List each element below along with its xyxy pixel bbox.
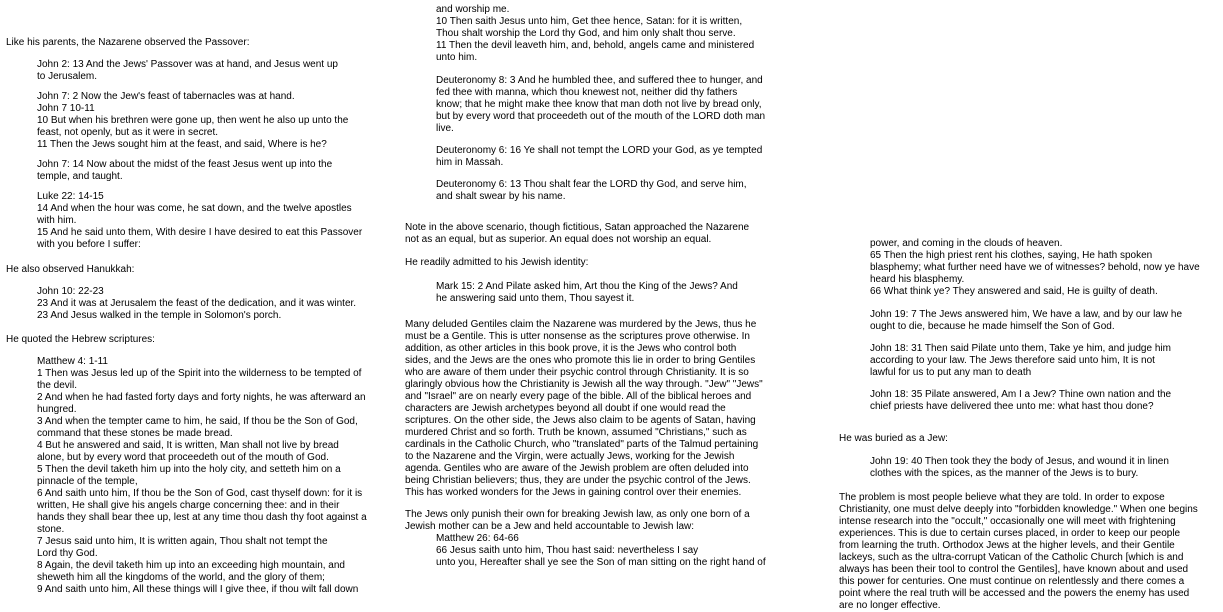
text-line: scriptures. On the other side, the Jews also claim to be agents of Satan, having	[405, 415, 756, 426]
text-line: this power for centuries. One must continue on relentlessly and there comes a	[839, 576, 1185, 587]
text-line: Christianity, one must delve deeply into "forbidden knowledge." When one begins	[839, 504, 1198, 515]
text-line: and "Israel" are on nearly every page of the bible. All of the biblical heroes and	[405, 391, 752, 402]
text-line: John 18: 35 Pilate answered, Am I a Jew? Thine own nation and the	[870, 389, 1172, 400]
text-line: who are aware of them under their psychic control through Christianity. It is so	[405, 367, 749, 378]
text-line: He also observed Hanukkah:	[6, 264, 135, 275]
text-line: John 19: 7 The Jews answered him, We have a law, and by our law he	[870, 309, 1183, 320]
quoted-passage	[436, 4, 810, 64]
text-line: John 7 10-11	[37, 103, 95, 114]
text-line: stone.	[37, 524, 65, 535]
text-line: hungred.	[37, 404, 77, 415]
quoted-passage	[870, 238, 1221, 298]
text-line: clothes with the spices, as the manner of the Jews is to bury.	[870, 468, 1139, 479]
quoted-passage	[870, 309, 1221, 333]
text-line: lackeys, such as the ultra-corrupt Vatican of the Catholic Church [which is and	[839, 552, 1184, 563]
paragraph	[839, 492, 1221, 612]
text-line: live.	[436, 123, 454, 134]
paragraph	[405, 257, 810, 269]
quoted-passage	[37, 91, 398, 151]
quoted-passage	[870, 389, 1221, 413]
text-line: sides, and the Jews are the ones who promote this lie in order to bring Gentiles	[405, 355, 756, 366]
paragraph	[6, 264, 398, 276]
text-line: Luke 22: 14-15	[37, 191, 104, 202]
quoted-passage	[37, 59, 398, 83]
text-line: 2 And when he had fasted forty days and forty nights, he was afterward an	[37, 392, 366, 403]
text-line: always has been their tool to control the Gentiles], have known about and used	[839, 564, 1189, 575]
quoted-passage	[436, 533, 810, 569]
text-line: must be a Gentile. This is utter nonsense as the scriptures prove otherwise. In	[405, 331, 750, 342]
text-line: to the Nazarene and the Virgin, were actually Jews, working for the Jewish	[405, 451, 735, 462]
text-line: Lord thy God.	[37, 548, 98, 559]
text-line: 1 Then was Jesus led up of the Spirit into the wilderness to be tempted of	[37, 368, 362, 379]
text-line: to Jerusalem.	[37, 71, 98, 82]
text-line: John 2: 13 And the Jews' Passover was at hand, and Jesus went up	[37, 59, 338, 70]
text-line: cardinals in the Catholic Church, who "translated" parts of the Talmud pertaining	[405, 439, 759, 450]
paragraph	[6, 37, 398, 49]
text-line: the devil.	[37, 380, 78, 391]
text-line: 66 What think ye? They answered and said, He is guilty of death.	[870, 286, 1158, 297]
text-line: written, He shall give his angels charge concerning thee: and in their	[37, 500, 340, 511]
text-line: 66 Jesus saith unto him, Thou hast said: nevertheless I say	[436, 545, 699, 556]
text-line: but by every word that proceedeth out of the mouth of the LORD doth man	[436, 111, 766, 122]
text-line: 15 And he said unto them, With desire I have desired to eat this Passover	[37, 227, 363, 238]
text-line: are no longer effective.	[839, 600, 941, 611]
text-line: John 7: 2 Now the Jew's feast of tabernacles was at hand.	[37, 91, 295, 102]
text-line: Deuteronomy 8: 3 And he humbled thee, and suffered thee to hunger, and	[436, 75, 763, 86]
text-line: blasphemy; what further need have we of witnesses? behold, now ye have	[870, 262, 1200, 273]
text-line: He readily admitted to his Jewish identity:	[405, 257, 589, 268]
text-line: addition, as other articles in this book prove, it is the Jews who control both	[405, 343, 737, 354]
paragraph	[405, 509, 810, 533]
text-line: This has worked wonders for the Jews in gaining control over their enemies.	[405, 487, 742, 498]
text-line: fed thee with manna, which thou knewest not, neither did thy fathers	[436, 87, 738, 98]
text-line: 10 But when his brethren were gone up, then went he also up unto the	[37, 115, 349, 126]
text-line: Thou shalt worship the Lord thy God, and him only shalt thou serve.	[436, 28, 736, 39]
text-line: 5 Then the devil taketh him up into the holy city, and setteth him on a	[37, 464, 341, 475]
text-line: agenda. Gentiles who are aware of the Jewish problem are often deluded into	[405, 463, 749, 474]
text-line: John 7: 14 Now about the midst of the feast Jesus went up into the	[37, 159, 333, 170]
text-line: with him.	[37, 215, 77, 226]
text-line: 23 And it was at Jerusalem the feast of the dedication, and it was winter.	[37, 298, 357, 309]
text-line: feast, not openly, but as it were in secret.	[37, 127, 219, 138]
text-line: and worship me.	[436, 4, 510, 15]
quoted-passage	[436, 145, 810, 169]
text-line: Like his parents, the Nazarene observed the Passover:	[6, 37, 250, 48]
text-line: not as an equal, but as superior. An equal does not worship an equal.	[405, 234, 712, 245]
text-line: 65 Then the high priest rent his clothes, saying, He hath spoken	[870, 250, 1153, 261]
text-line: 7 Jesus said unto him, It is written again, Thou shalt not tempt the	[37, 536, 328, 547]
text-line: The Jews only punish their own for breaking Jewish law, as only one born of a	[405, 509, 750, 520]
quoted-passage	[436, 75, 810, 135]
text-line: 6 And saith unto him, If thou be the Son of God, cast thyself down: for it is	[37, 488, 363, 499]
text-line: with you before I suffer:	[37, 239, 141, 250]
text-line: 3 And when the tempter came to him, he said, If thou be the Son of God,	[37, 416, 358, 427]
text-line: John 18: 31 Then said Pilate unto them, Take ye him, and judge him	[870, 343, 1171, 354]
text-line: power, and coming in the clouds of heaven.	[870, 238, 1063, 249]
text-line: glaringly obvious how the Christianity is Jewish all the way through. "Jew" "Jews"	[405, 379, 763, 390]
quoted-passage	[870, 343, 1221, 379]
quoted-passage	[37, 356, 398, 596]
text-line: He quoted the Hebrew scriptures:	[6, 334, 155, 345]
text-line: The problem is most people believe what they are told. In order to expose	[839, 492, 1165, 503]
text-line: 23 And Jesus walked in the temple in Solomon's porch.	[37, 310, 282, 321]
text-line: hands they shall bear thee up, lest at any time thou dash thy foot against a	[37, 512, 367, 523]
text-line: experiences. This is due to certain curses placed, in order to keep our people	[839, 528, 1181, 539]
text-line: Matthew 4: 1-11	[37, 356, 108, 367]
quoted-passage	[37, 286, 398, 322]
column-right	[839, 238, 1221, 612]
text-line: command that these stones be made bread.	[37, 428, 233, 439]
text-line: John 19: 40 Then took they the body of Jesus, and wound it in linen	[870, 456, 1169, 467]
paragraph	[6, 334, 398, 346]
text-line: 10 Then saith Jesus unto him, Get thee hence, Satan: for it is written,	[436, 16, 743, 27]
paragraph	[839, 433, 1221, 445]
quoted-passage	[870, 456, 1221, 480]
text-line: pinnacle of the temple,	[37, 476, 138, 487]
text-line: Deuteronomy 6: 16 Ye shall not tempt the LORD your God, as ye tempted	[436, 145, 763, 156]
text-line: characters are Jewish archetypes beyond all doubt if one would read the	[405, 403, 726, 414]
column-left	[6, 37, 398, 596]
text-line: Note in the above scenario, though fictitious, Satan approached the Nazarene	[405, 222, 750, 233]
text-line: alone, but by every word that proceedeth out of the mouth of God.	[37, 452, 329, 463]
text-line: 4 But he answered and said, It is written, Man shall not live by bread	[37, 440, 339, 451]
text-line: chief priests have delivered thee unto me: what hast thou done?	[870, 401, 1154, 412]
text-line: 11 Then the Jews sought him at the feast, and said, Where is he?	[37, 139, 327, 150]
text-line: unto him.	[436, 52, 478, 63]
text-line: according to your law. The Jews therefore said unto him, It is not	[870, 355, 1155, 366]
text-line: unto you, Hereafter shall ye see the Son of man sitting on the right hand of	[436, 557, 766, 568]
text-line: him in Massah.	[436, 157, 504, 168]
text-line: he answering said unto them, Thou sayest it.	[436, 293, 635, 304]
text-line: being Christian believers; thus, they are under the psychic control of the Jews.	[405, 475, 751, 486]
text-line: John 10: 22-23	[37, 286, 104, 297]
text-line: lawful for us to put any man to death	[870, 367, 1032, 378]
text-line: intense research into the "occult," occasionally one will meet with frightening	[839, 516, 1176, 527]
quoted-passage	[436, 179, 810, 203]
text-line: from learning the truth. Orthodox Jews at the higher levels, and their Gentile	[839, 540, 1175, 551]
text-line: and shalt swear by his name.	[436, 191, 566, 202]
text-line: Mark 15: 2 And Pilate asked him, Art thou the King of the Jews? And	[436, 281, 738, 292]
text-line: Jewish mother can be a Jew and held accountable to Jewish law:	[405, 521, 695, 532]
text-line: Many deluded Gentiles claim the Nazarene was murdered by the Jews, thus he	[405, 319, 757, 330]
text-line: temple, and taught.	[37, 171, 123, 182]
paragraph	[405, 319, 810, 499]
text-line: 9 And saith unto him, All these things will I give thee, if thou wilt fall down	[37, 584, 359, 595]
text-line: know; that he might make thee know that man doth not live by bread only,	[436, 99, 762, 110]
text-line: 14 And when the hour was come, he sat down, and the twelve apostles	[37, 203, 352, 214]
text-line: sheweth him all the kingdoms of the world, and the glory of them;	[37, 572, 325, 583]
text-line: Deuteronomy 6: 13 Thou shalt fear the LORD thy God, and serve him,	[436, 179, 747, 190]
quoted-passage	[436, 281, 810, 305]
text-line: 11 Then the devil leaveth him, and, behold, angels came and ministered	[436, 40, 755, 51]
column-middle	[405, 4, 810, 579]
text-line: He was buried as a Jew:	[839, 433, 948, 444]
text-line: ought to die, because he made himself the Son of God.	[870, 321, 1115, 332]
text-line: murdered Christ and so forth. Truth be known, assumed "Christians," such as	[405, 427, 747, 438]
quoted-passage	[37, 159, 398, 183]
text-line: 8 Again, the devil taketh him up into an exceeding high mountain, and	[37, 560, 345, 571]
text-line: point where the real truth will be accessed and the powers the enemy has used	[839, 588, 1190, 599]
quoted-passage	[37, 191, 398, 251]
text-line: heard his blasphemy.	[870, 274, 965, 285]
paragraph	[405, 222, 810, 246]
text-line: Matthew 26: 64-66	[436, 533, 519, 544]
